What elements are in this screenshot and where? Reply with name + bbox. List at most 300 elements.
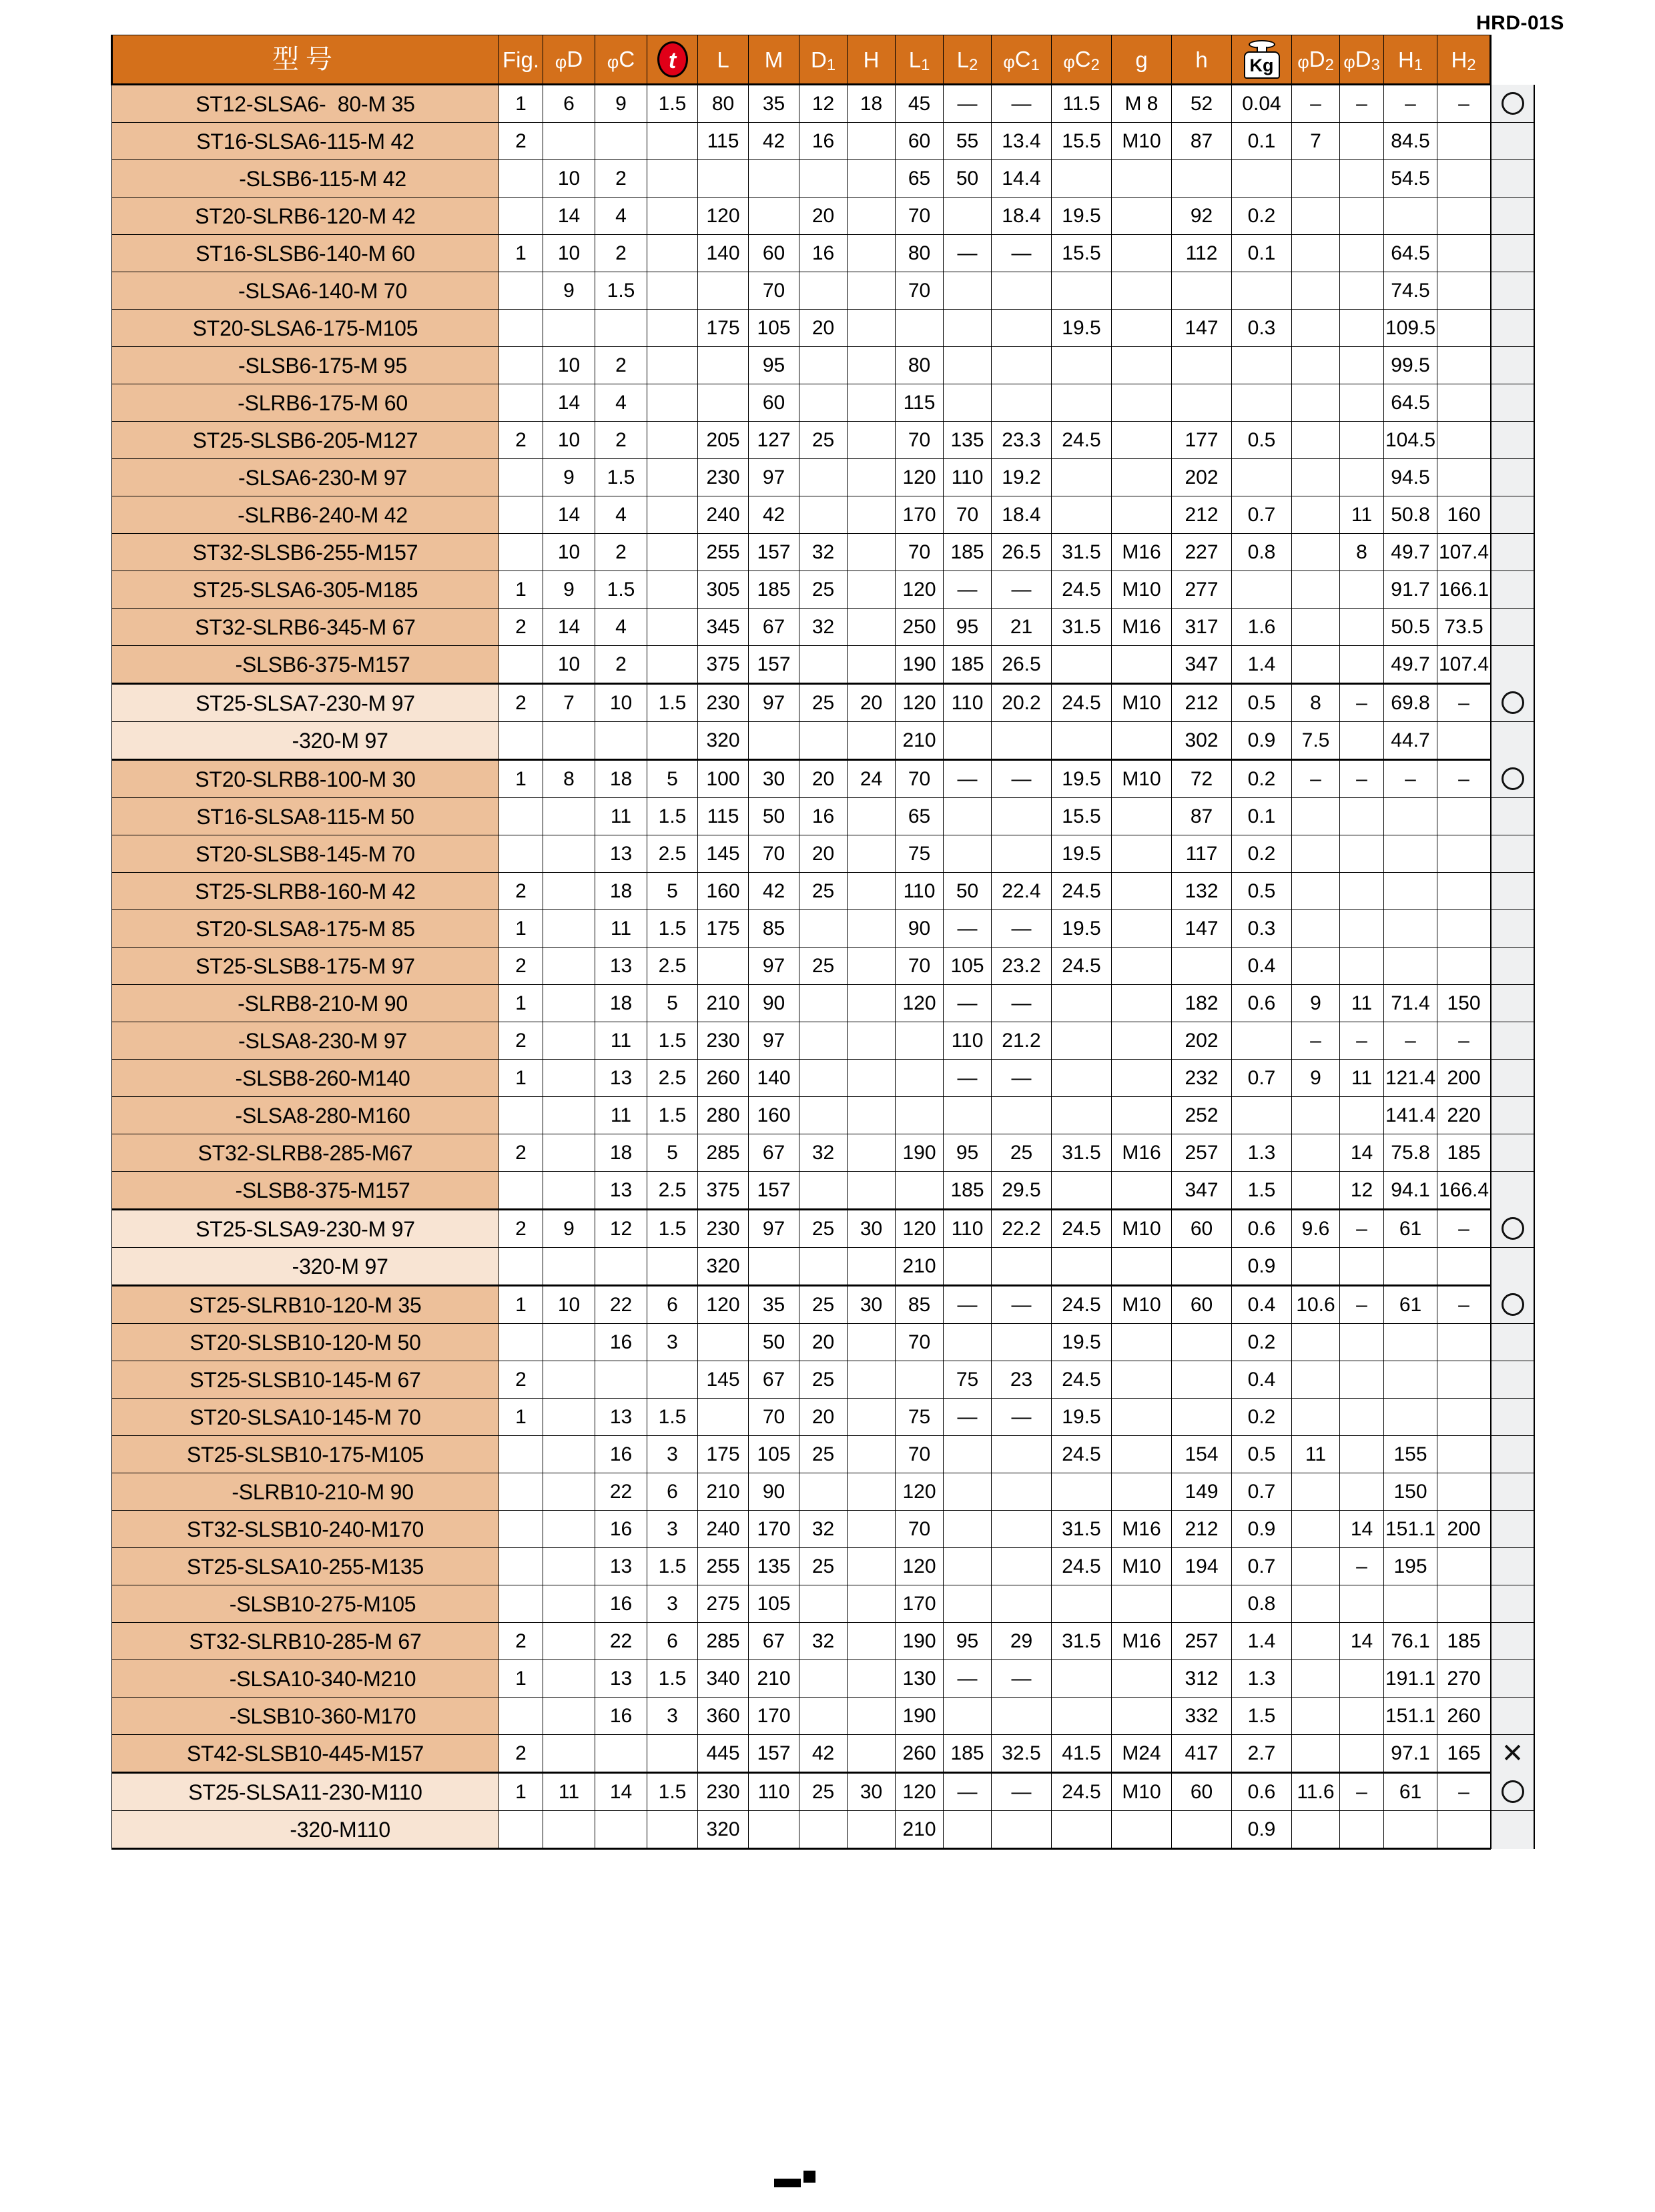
cell-D1: 20 [799,760,848,798]
cell-M: 170 [749,1698,799,1735]
cell-phiD: 10 [543,422,595,459]
cell-D1 [799,1060,848,1097]
cell-H2: – [1437,1210,1491,1248]
cell-g [1112,798,1172,835]
cell-phiD3 [1340,347,1384,384]
cell-availability [1491,646,1535,684]
cell-phiD [543,1511,595,1548]
cell-model: ST25-SLSB6-205-M127 [112,422,499,459]
cell-phiD3 [1340,310,1384,347]
cell-phiC2 [1052,1585,1112,1623]
cell-M: 105 [749,1436,799,1473]
cell-L1 [896,1022,944,1060]
cell-kg: 0.5 [1232,684,1292,722]
cell-t [647,722,698,760]
cell-g [1112,1399,1172,1436]
cell-t [647,160,698,198]
cell-M [749,1811,799,1849]
cell-phiC1: — [992,1060,1052,1097]
cell-L1: 120 [896,459,944,496]
cell-availability [1491,1324,1535,1361]
cell-L2 [944,1811,992,1849]
cell-H [848,1134,896,1172]
cell-h: 212 [1172,684,1232,722]
cell-phiC2: 15.5 [1052,123,1112,160]
cell-g [1112,910,1172,948]
cell-H2 [1437,422,1491,459]
cell-phiC [595,310,647,347]
cell-M: 97 [749,1210,799,1248]
cell-L1: 120 [896,571,944,609]
cell-phiC2: 24.5 [1052,684,1112,722]
cell-phiD3 [1340,1436,1384,1473]
cell-fig [499,1473,543,1511]
cell-H1: 61 [1384,1286,1437,1324]
cell-phiC1 [992,1698,1052,1735]
cell-fig [499,1511,543,1548]
cell-H2 [1437,160,1491,198]
cell-availability [1491,798,1535,835]
cell-phiD2: 9 [1292,1060,1340,1097]
cell-L: 210 [698,985,749,1022]
table-row [112,1735,1535,1773]
cell-phiC1 [992,1097,1052,1134]
cell-H1: 49.7 [1384,534,1437,571]
unavailable-cross-icon: ✕ [1501,1739,1524,1769]
cell-fig [499,1097,543,1134]
cell-phiC1 [992,722,1052,760]
cell-phiD3 [1340,1473,1384,1511]
cell-g [1112,873,1172,910]
cell-h: 132 [1172,873,1232,910]
cell-model: ST20-SLRB8-100-M 30 [112,760,499,798]
cell-phiC2: 19.5 [1052,1399,1112,1436]
cell-L1: 190 [896,1623,944,1660]
table-row [112,1548,1535,1585]
cell-L: 340 [698,1660,749,1698]
cell-model: ST20-SLSB10-120-M 50 [112,1324,499,1361]
cell-t [647,272,698,310]
cell-model: -320-M110 [112,1811,499,1849]
col-header-H1: $H_1$ [1384,35,1437,85]
cell-t: 1.5 [647,1399,698,1436]
cell-fig: 2 [499,684,543,722]
cell-h [1172,1811,1232,1849]
col-header-phiC2: $\varphi C_2$ [1052,35,1112,85]
cell-phiC2 [1052,1172,1112,1210]
cell-M: 97 [749,684,799,722]
cell-availability [1491,571,1535,609]
cell-L1: 70 [896,1511,944,1548]
cell-h: 257 [1172,1134,1232,1172]
table-row [112,910,1535,948]
cell-M: 97 [749,459,799,496]
cell-L2 [944,310,992,347]
cell-t [647,496,698,534]
cell-H1: 74.5 [1384,272,1437,310]
cell-g [1112,722,1172,760]
cell-phiD2 [1292,235,1340,272]
table-row [112,272,1535,310]
cell-L2 [944,835,992,873]
cell-L: 275 [698,1585,749,1623]
cell-phiD2 [1292,798,1340,835]
cell-h: 347 [1172,646,1232,684]
cell-M: 60 [749,384,799,422]
cell-D1: 32 [799,1511,848,1548]
cell-M: 105 [749,1585,799,1623]
cell-L1: 80 [896,235,944,272]
cell-H [848,1399,896,1436]
cell-availability [1491,422,1535,459]
col-header-phiC: φC [595,35,647,85]
cell-L: 320 [698,722,749,760]
cell-phiC2 [1052,496,1112,534]
cell-phiC2 [1052,1022,1112,1060]
cell-H2 [1437,347,1491,384]
cell-M: 50 [749,1324,799,1361]
cell-H2 [1437,1361,1491,1399]
cell-phiD3 [1340,1361,1384,1399]
cell-L1: 70 [896,534,944,571]
cell-M: 140 [749,1060,799,1097]
cell-H1: 49.7 [1384,646,1437,684]
cell-H [848,534,896,571]
cell-M: 157 [749,1172,799,1210]
cell-L: 285 [698,1134,749,1172]
cell-phiD3: – [1340,1548,1384,1585]
cell-L1: 210 [896,1811,944,1849]
cell-L2: 95 [944,1134,992,1172]
cell-phiC2: 19.5 [1052,310,1112,347]
table-row [112,310,1535,347]
cell-phiC: 18 [595,760,647,798]
cell-H2: 185 [1437,1623,1491,1660]
cell-phiD: 10 [543,347,595,384]
cell-H2 [1437,1811,1491,1849]
cell-phiD: 10 [543,160,595,198]
cell-D1 [799,1585,848,1623]
cell-model: -SLSB10-275-M105 [112,1585,499,1623]
cell-phiC [595,1811,647,1849]
cell-h: 277 [1172,571,1232,609]
cell-D1: 20 [799,310,848,347]
cell-H [848,459,896,496]
cell-L: 210 [698,1473,749,1511]
cell-availability [1491,1698,1535,1735]
cell-L1: 45 [896,85,944,123]
cell-M: 157 [749,1735,799,1773]
cell-D1: 25 [799,1210,848,1248]
cell-H: 30 [848,1210,896,1248]
cell-M: 135 [749,1548,799,1585]
cell-H2: – [1437,1286,1491,1324]
cell-kg: 0.9 [1232,1511,1292,1548]
cell-L: 445 [698,1735,749,1773]
cell-phiD3 [1340,1735,1384,1773]
cell-phiC: 18 [595,1134,647,1172]
cell-H2: 166.1 [1437,571,1491,609]
cell-model: -SLRB6-240-M 42 [112,496,499,534]
cell-phiC2: 24.5 [1052,422,1112,459]
cell-fig [499,384,543,422]
cell-phiD3: – [1340,1210,1384,1248]
cell-M: 67 [749,1623,799,1660]
cell-H1: 97.1 [1384,1735,1437,1773]
cell-phiC2 [1052,1660,1112,1698]
cell-t [647,422,698,459]
cell-t [647,1735,698,1773]
table-row [112,1698,1535,1735]
cell-L2: 50 [944,160,992,198]
cell-g [1112,1811,1172,1849]
cell-availability [1491,1511,1535,1548]
cell-L1: 120 [896,1210,944,1248]
cell-availability [1491,272,1535,310]
cell-phiD3: 11 [1340,985,1384,1022]
cell-phiD2 [1292,910,1340,948]
cell-M: 30 [749,760,799,798]
cell-H [848,1436,896,1473]
cell-kg [1232,384,1292,422]
document-code: HRD-01S [1476,12,1564,34]
cell-phiD2 [1292,1399,1340,1436]
cell-phiC2 [1052,384,1112,422]
col-header-phiD2: $\varphi D_2$ [1292,35,1340,85]
cell-phiC2: 31.5 [1052,609,1112,646]
cell-L2: 50 [944,873,992,910]
cell-L1: 70 [896,422,944,459]
cell-D1 [799,272,848,310]
cell-M: 110 [749,1773,799,1811]
cell-t [647,1361,698,1399]
cell-L: 230 [698,1773,749,1811]
cell-phiC1 [992,310,1052,347]
cell-g: M10 [1112,1773,1172,1811]
cell-H1 [1384,1248,1437,1286]
cell-kg: 1.4 [1232,646,1292,684]
cell-H1: 109.5 [1384,310,1437,347]
cell-t: 5 [647,873,698,910]
cell-g [1112,948,1172,985]
cell-phiC2: 15.5 [1052,798,1112,835]
cell-availability [1491,384,1535,422]
cell-phiD2 [1292,609,1340,646]
cell-M: 42 [749,496,799,534]
cell-H [848,1548,896,1585]
cell-phiC [595,123,647,160]
cell-t: 1.5 [647,798,698,835]
cell-H [848,985,896,1022]
cell-kg: 0.2 [1232,198,1292,235]
available-circle-icon [1502,1217,1524,1240]
cell-phiD: 14 [543,198,595,235]
cell-L1 [896,1097,944,1134]
cell-phiC2: 19.5 [1052,835,1112,873]
cell-phiD3 [1340,272,1384,310]
cell-fig: 2 [499,1735,543,1773]
cell-L1: 75 [896,1399,944,1436]
cell-phiC: 11 [595,1022,647,1060]
cell-phiC2: 19.5 [1052,760,1112,798]
cell-model: ST25-SLSB10-145-M 67 [112,1361,499,1399]
cell-t: 5 [647,1134,698,1172]
table-row [112,534,1535,571]
cell-D1: 25 [799,1436,848,1473]
cell-kg: 0.4 [1232,1286,1292,1324]
cell-model: -SLSA10-340-M210 [112,1660,499,1698]
cell-g: M16 [1112,534,1172,571]
cell-phiC: 1.5 [595,272,647,310]
cell-D1: 20 [799,198,848,235]
col-header-H2: $H_2$ [1437,35,1491,85]
cell-model: -SLSB6-375-M157 [112,646,499,684]
cell-L1: 120 [896,1773,944,1811]
col-header-L1: $L_1$ [896,35,944,85]
cell-L [698,272,749,310]
cell-H1: – [1384,1022,1437,1060]
cell-L: 360 [698,1698,749,1735]
t-badge-icon: t [657,41,688,77]
cell-g: M16 [1112,1134,1172,1172]
cell-M: 42 [749,873,799,910]
cell-t: 1.5 [647,1097,698,1134]
cell-L1: 60 [896,123,944,160]
cell-L: 205 [698,422,749,459]
col-header-D1: $D_1$ [799,35,848,85]
cell-phiC: 2 [595,646,647,684]
cell-phiC1: 13.4 [992,123,1052,160]
cell-L1: 120 [896,684,944,722]
cell-availability [1491,1022,1535,1060]
cell-L: 260 [698,1060,749,1097]
cell-L: 240 [698,1511,749,1548]
cell-L2 [944,1097,992,1134]
cell-H2 [1437,798,1491,835]
cell-H2: 165 [1437,1735,1491,1773]
cell-kg [1232,1097,1292,1134]
cell-L1: 120 [896,1473,944,1511]
cell-phiC: 13 [595,1548,647,1585]
cell-h: 92 [1172,198,1232,235]
cell-H1: 75.8 [1384,1134,1437,1172]
cell-phiD2 [1292,1735,1340,1773]
cell-D1: 25 [799,873,848,910]
cell-phiD [543,948,595,985]
cell-phiC1: 21 [992,609,1052,646]
cell-L1: 250 [896,609,944,646]
cell-phiC1 [992,798,1052,835]
cell-model: ST25-SLSA10-255-M135 [112,1548,499,1585]
cell-phiC1 [992,1473,1052,1511]
cell-L1: 75 [896,835,944,873]
cell-L1: 115 [896,384,944,422]
cell-kg: 0.04 [1232,85,1292,123]
cell-fig: 1 [499,1286,543,1324]
cell-availability [1491,1210,1535,1248]
cell-phiD2: 9.6 [1292,1210,1340,1248]
cell-L: 280 [698,1097,749,1134]
cell-H [848,798,896,835]
cell-kg: 1.4 [1232,1623,1292,1660]
cell-phiC: 22 [595,1623,647,1660]
cell-H1 [1384,1324,1437,1361]
cell-phiC1: 29.5 [992,1172,1052,1210]
table-row [112,1399,1535,1436]
cell-fig: 1 [499,760,543,798]
cell-t: 5 [647,760,698,798]
cell-phiD3: 8 [1340,534,1384,571]
table-row [112,1134,1535,1172]
cell-t [647,1811,698,1849]
cell-phiC1: — [992,235,1052,272]
cell-h: 72 [1172,760,1232,798]
cell-phiD3: – [1340,760,1384,798]
cell-g: M24 [1112,1735,1172,1773]
cell-D1: 25 [799,948,848,985]
cell-H1 [1384,948,1437,985]
cell-H [848,646,896,684]
available-circle-icon [1502,691,1524,714]
cell-phiD3 [1340,873,1384,910]
cell-phiC1: 22.2 [992,1210,1052,1248]
cell-L2: — [944,85,992,123]
cell-kg [1232,1022,1292,1060]
cell-H1: 50.8 [1384,496,1437,534]
cell-phiD3: – [1340,1773,1384,1811]
cell-D1: 16 [799,123,848,160]
cell-phiD2 [1292,459,1340,496]
cell-phiD2 [1292,835,1340,873]
cell-t [647,235,698,272]
cell-H2: 270 [1437,1660,1491,1698]
cell-phiC1: 22.4 [992,873,1052,910]
cell-kg: 0.4 [1232,1361,1292,1399]
cell-phiD3 [1340,835,1384,873]
table-row [112,760,1535,798]
cell-phiC: 4 [595,496,647,534]
specification-table [111,35,1535,1850]
cell-D1: 16 [799,798,848,835]
cell-g [1112,985,1172,1022]
cell-h: 147 [1172,910,1232,948]
cell-phiD3 [1340,571,1384,609]
cell-D1 [799,1811,848,1849]
cell-L: 175 [698,910,749,948]
cell-t [647,609,698,646]
cell-kg: 0.5 [1232,1436,1292,1473]
cell-phiD3 [1340,1660,1384,1698]
cell-fig [499,1548,543,1585]
cell-H1: 94.5 [1384,459,1437,496]
table-row [112,1811,1535,1849]
cell-t: 6 [647,1473,698,1511]
cell-fig: 2 [499,1623,543,1660]
cell-M: 127 [749,422,799,459]
cell-L2 [944,198,992,235]
cell-model: ST32-SLRB8-285-M67 [112,1134,499,1172]
cell-phiC: 4 [595,384,647,422]
cell-H1 [1384,1399,1437,1436]
cell-phiC1: — [992,1399,1052,1436]
cell-h: 194 [1172,1548,1232,1585]
cell-h [1172,384,1232,422]
cell-phiD2 [1292,1361,1340,1399]
cell-phiC: 13 [595,1060,647,1097]
cell-h: 212 [1172,1511,1232,1548]
cell-D1: 20 [799,835,848,873]
cell-phiD2: 10.6 [1292,1286,1340,1324]
